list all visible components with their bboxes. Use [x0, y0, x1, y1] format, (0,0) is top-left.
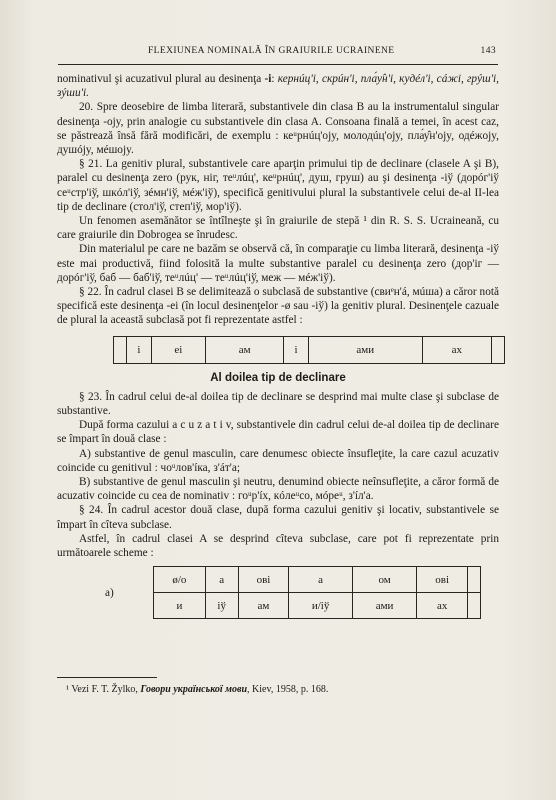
table-cell: еі — [151, 336, 205, 363]
table-cell: і — [284, 336, 309, 363]
table-cell: іў — [205, 593, 238, 619]
table-cell-blank — [492, 336, 505, 363]
paragraph-schemes: Astfel, în cadrul clasei A se desprind cîteva subclase, care pot fi reprezentate prin următoarele scheme : — [57, 532, 499, 560]
paragraph-1 — [57, 72, 499, 100]
paragraph-22: § 22. În cadrul clasei B se delimitează o subclasă de substantive (свиᵉн'á, мúша) a căror notă specifică este desinenţa -ei (în locul desinenţelor -ø sau -іў) la genitiv plural. Desinenţele cazuale de plural la această subclasă pot fi reprezentate astfel : — [57, 286, 499, 327]
footnote-rule — [57, 677, 157, 678]
paragraph-class-a: A) substantive de genul masculin, care denumesc obiecte însufleţite, la care cazul acuzativ coincide cu genitivul : чоᵘлов'íка, з'áт'а; — [57, 447, 499, 474]
p1-w3: пла́у̂н'і — [360, 73, 394, 85]
paragraph-24: § 24. În cadrul acestor două clase, după forma cazului genitiv şi locativ, substantivele se împart în cîteva subclase. — [57, 504, 499, 531]
page-number: 143 — [480, 46, 496, 56]
paragraph-23: § 23. În cadrul celui de-al doilea tip de declinare se desprind mai multe clase şi subclase de substantive. — [57, 390, 499, 418]
running-header — [100, 46, 496, 56]
paragraph-accusative: După forma cazului a c u z a t i v, substantivele din cadrul celui de-al doilea tip de declinare se împart în două clase : — [57, 419, 499, 446]
table-row — [154, 593, 481, 619]
p1-w1b: рнúц'і — [287, 73, 316, 85]
table-cell: а — [205, 567, 238, 593]
paragraph-material: Din materialul pe care ne bazăm se observă că, în comparaţie cu limba literară, desinenţa -іў este mai productivă, fiind folosită la multe substantive paralel cu desinenţa zero (дор'іг — дорóг'іў, баб — баб'іў, теᵘлúц' — теᵘлúц'іў, меж — мéж'іў). — [57, 243, 499, 284]
plural-endings-table — [113, 336, 505, 364]
table-cell: ами — [308, 336, 422, 363]
paragraph-21: § 21. La genitiv plural, substantivele care aparţin primului tip de declinare (clasele A şi B), paralel cu desinenţa zero (рук, ніг, теᵘлúц', кеᵘрнúц', душ, груш) au şi desinenţa -іў (дорóг'іў сеᵘстр'іў, шкóл'іў, зéмн'іў, мéж'іў), specifică genitivului plural la substantivele celui de-al II-lea tip de declinare (стол'іў, степ'іў, мор'іў). — [57, 158, 499, 213]
table-cell-blank — [468, 593, 481, 619]
p1-sep1: , — [315, 73, 322, 85]
running-title: FLEXIUNEA NOMINALĂ ÎN GRAIURILE UCRAINENE — [148, 46, 395, 56]
body-text — [57, 72, 499, 619]
scheme-label: a) — [105, 586, 114, 599]
footnote-text-end: , Kiev, 1958, p. 168. — [247, 684, 329, 695]
table-cell: і — [127, 336, 152, 363]
table-cell: ах — [417, 593, 468, 619]
p1-text: nominativul şi acuzativul plural au desinenţa — [57, 73, 265, 85]
table-cell: ам — [238, 593, 289, 619]
paragraph-20: 20. Spre deosebire de limba literară, substantivele din clasa B au la instrumentalul singular desinenţa -ojy, prin analogie cu substantivele din clasa A. Consoana finală a temei, în acest caz, se păstrează însă fără modificări, de exemplu : кеᵘрнúц'ojy, молодúц'ojy, пла́у̂н'ojy, одéжojy, душójy, мéшojy. — [57, 101, 499, 157]
table-cell: ом — [352, 567, 416, 593]
scheme-a — [57, 566, 499, 619]
table-cell: ø/о — [154, 567, 206, 593]
footnote — [66, 684, 328, 695]
table-cell: ами — [352, 593, 416, 619]
p1-w2: скрúн'і — [321, 73, 355, 85]
table-cell: и — [154, 593, 206, 619]
table-cell: а — [289, 567, 353, 593]
p1-sep2: , — [354, 73, 361, 85]
footnote-title: Говори украïнськоï мови — [140, 684, 248, 695]
table-cell: ові — [417, 567, 468, 593]
p1-rest: , кудéл'і, сáжі, грýш'і, зýши'і. — [57, 73, 500, 100]
footnote-text: ¹ Vezi F. T. Žylko, — [66, 684, 141, 695]
paragraph-steppe: Un fenomen asemănător se întîlneşte şi în graiurile de stepă ¹ din R. S. S. Ucraineană, cu care graiurile din Dobrogea se înrudesc. — [57, 215, 499, 242]
scheme-a-table — [153, 566, 481, 619]
table-cell: ам — [206, 336, 284, 363]
section-title: Al doilea tip de declinare — [210, 371, 346, 384]
table-cell: ах — [422, 336, 491, 363]
paragraph-class-b: B) substantive de genul masculin şi neutru, denumind obiecte neînsufleţite, a căror formă de acuzativ coincide cu cea de nominativ : гоᵘр'íх, кóлеᵘсо, мóреᵘ, з'íл'а. — [57, 476, 499, 503]
table-row — [154, 567, 481, 593]
header-rule — [58, 64, 498, 65]
p1-suffix: -i — [264, 73, 272, 85]
p1-w1a: ке — [277, 73, 288, 85]
table-cell-blank — [468, 567, 481, 593]
table-cell: ові — [238, 567, 289, 593]
table-cell-blank — [114, 336, 127, 363]
table-cell: и/іў — [289, 593, 353, 619]
p1-colon: : — [271, 73, 278, 85]
